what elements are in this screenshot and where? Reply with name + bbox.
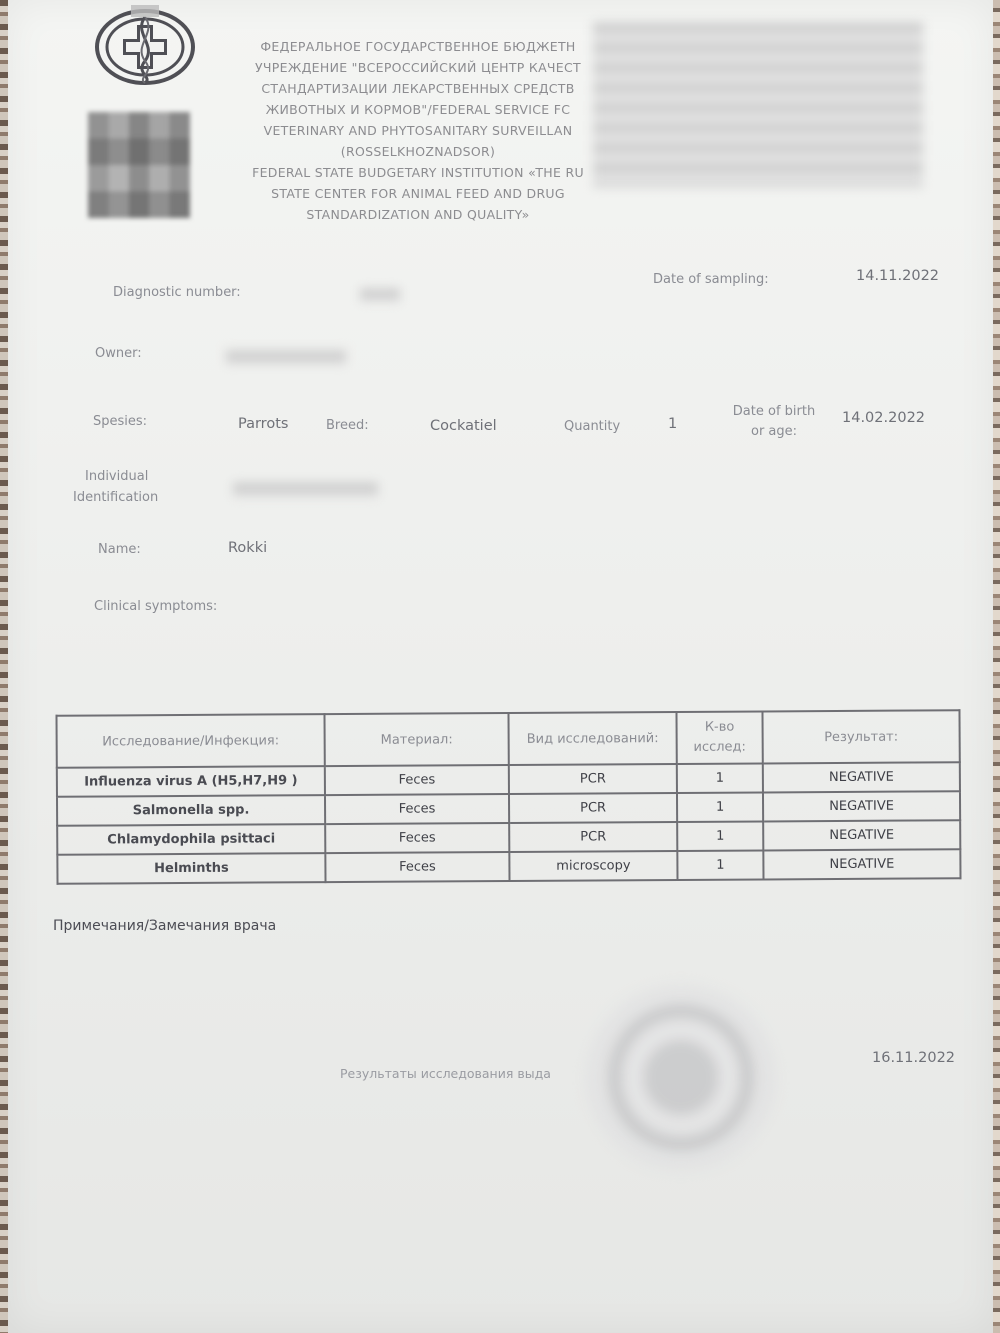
test-cell: Helminths [57, 853, 325, 884]
results-issued-label: Результаты исследования выда [340, 1066, 551, 1081]
method-cell: microscopy [509, 851, 677, 881]
method-cell: PCR [509, 793, 677, 823]
count-cell: 1 [677, 821, 763, 851]
name-value: Rokki [228, 540, 268, 556]
breed-value: Cockatiel [430, 418, 497, 434]
header-line: СТАНДАРТИЗАЦИИ ЛЕКАРСТВЕННЫХ СРЕДСТВ [261, 81, 575, 96]
name-label: Name: [98, 542, 141, 557]
header-line: STANDARDIZATION AND QUALITY» [306, 207, 530, 222]
issue-date-value: 16.11.2022 [872, 1050, 956, 1066]
institution-header [233, 36, 603, 225]
diagnostic-number-label: Diagnostic number: [113, 285, 241, 300]
dob-value: 14.02.2022 [842, 410, 926, 426]
test-cell: Influenza virus A (H5,H7,H9 ) [57, 766, 325, 797]
material-cell: Feces [325, 765, 509, 795]
veterinary-emblem-logo [93, 5, 197, 85]
date-of-sampling-label: Date of sampling: [653, 272, 769, 287]
test-cell: Chlamydophila psittaci [57, 824, 325, 855]
quantity-label: Quantity [564, 419, 621, 434]
qr-code-redacted [88, 112, 190, 218]
method-cell: PCR [509, 822, 677, 852]
count-cell: 1 [677, 763, 763, 793]
header-line: ЖИВОТНЫХ И КОРМОВ"/FEDERAL SERVICE FC [265, 102, 571, 117]
header-line: VETERINARY AND PHYTOSANITARY SURVEILLAN [263, 123, 573, 138]
header-line: STATE CENTER FOR ANIMAL FEED AND DRUG [271, 186, 565, 201]
header-line: (ROSSELKHOZNADSOR) [340, 144, 496, 159]
header-method: Вид исследований: [508, 712, 676, 765]
header-count-line: исслед: [693, 739, 746, 755]
result-cell: NEGATIVE [763, 849, 960, 879]
count-cell: 1 [677, 850, 763, 880]
species-label: Spesies: [93, 414, 148, 429]
identification-redacted [233, 482, 378, 498]
breed-label: Breed: [326, 418, 369, 433]
header-line: ФЕДЕРАЛЬНОЕ ГОСУДАРСТВЕННОЕ БЮДЖЕТН [260, 39, 576, 54]
redacted-header-block [593, 22, 923, 187]
count-cell: 1 [677, 792, 763, 822]
table-header-row [56, 710, 959, 768]
result-cell: NEGATIVE [763, 762, 960, 792]
header-result: Результат: [762, 710, 959, 763]
dob-label [720, 402, 828, 442]
quantity-value: 1 [668, 416, 678, 432]
test-cell: Salmonella spp. [57, 795, 325, 826]
header-line: УЧРЕЖДЕНИЕ "ВСЕРОССИЙСКИЙ ЦЕНТР КАЧЕСТ [255, 60, 581, 75]
header-material: Материал: [324, 713, 508, 766]
date-of-sampling-value: 14.11.2022 [856, 268, 940, 284]
dob-label-line: or age: [750, 424, 798, 439]
owner-label: Owner: [95, 346, 142, 361]
header-test: Исследование/Инфекция: [56, 714, 324, 768]
individual-label-line: Identification [73, 490, 159, 505]
clinical-symptoms-label: Clinical symptoms: [94, 599, 218, 614]
header-count-line: К-во [704, 719, 735, 735]
document-page [8, 0, 993, 1333]
material-cell: Feces [325, 852, 509, 882]
table-row [57, 849, 960, 884]
material-cell: Feces [325, 823, 509, 853]
owner-redacted [226, 350, 346, 366]
species-value: Parrots [238, 416, 289, 432]
results-table [55, 709, 961, 885]
official-stamp-redacted [586, 985, 776, 1170]
header-line: FEDERAL STATE BUDGETARY INSTITUTION «THE RU [252, 165, 584, 180]
material-cell: Feces [325, 794, 509, 824]
individual-identification-label [73, 466, 158, 508]
header-count [676, 711, 762, 764]
dob-label-line: Date of birth [732, 404, 816, 419]
diagnostic-number-redacted [360, 288, 400, 302]
method-cell: PCR [509, 764, 677, 794]
result-cell: NEGATIVE [763, 820, 960, 850]
individual-label-line: Individual [85, 469, 149, 484]
doctor-notes-label: Примечания/Замечания врача [53, 918, 277, 934]
result-cell: NEGATIVE [763, 791, 960, 821]
